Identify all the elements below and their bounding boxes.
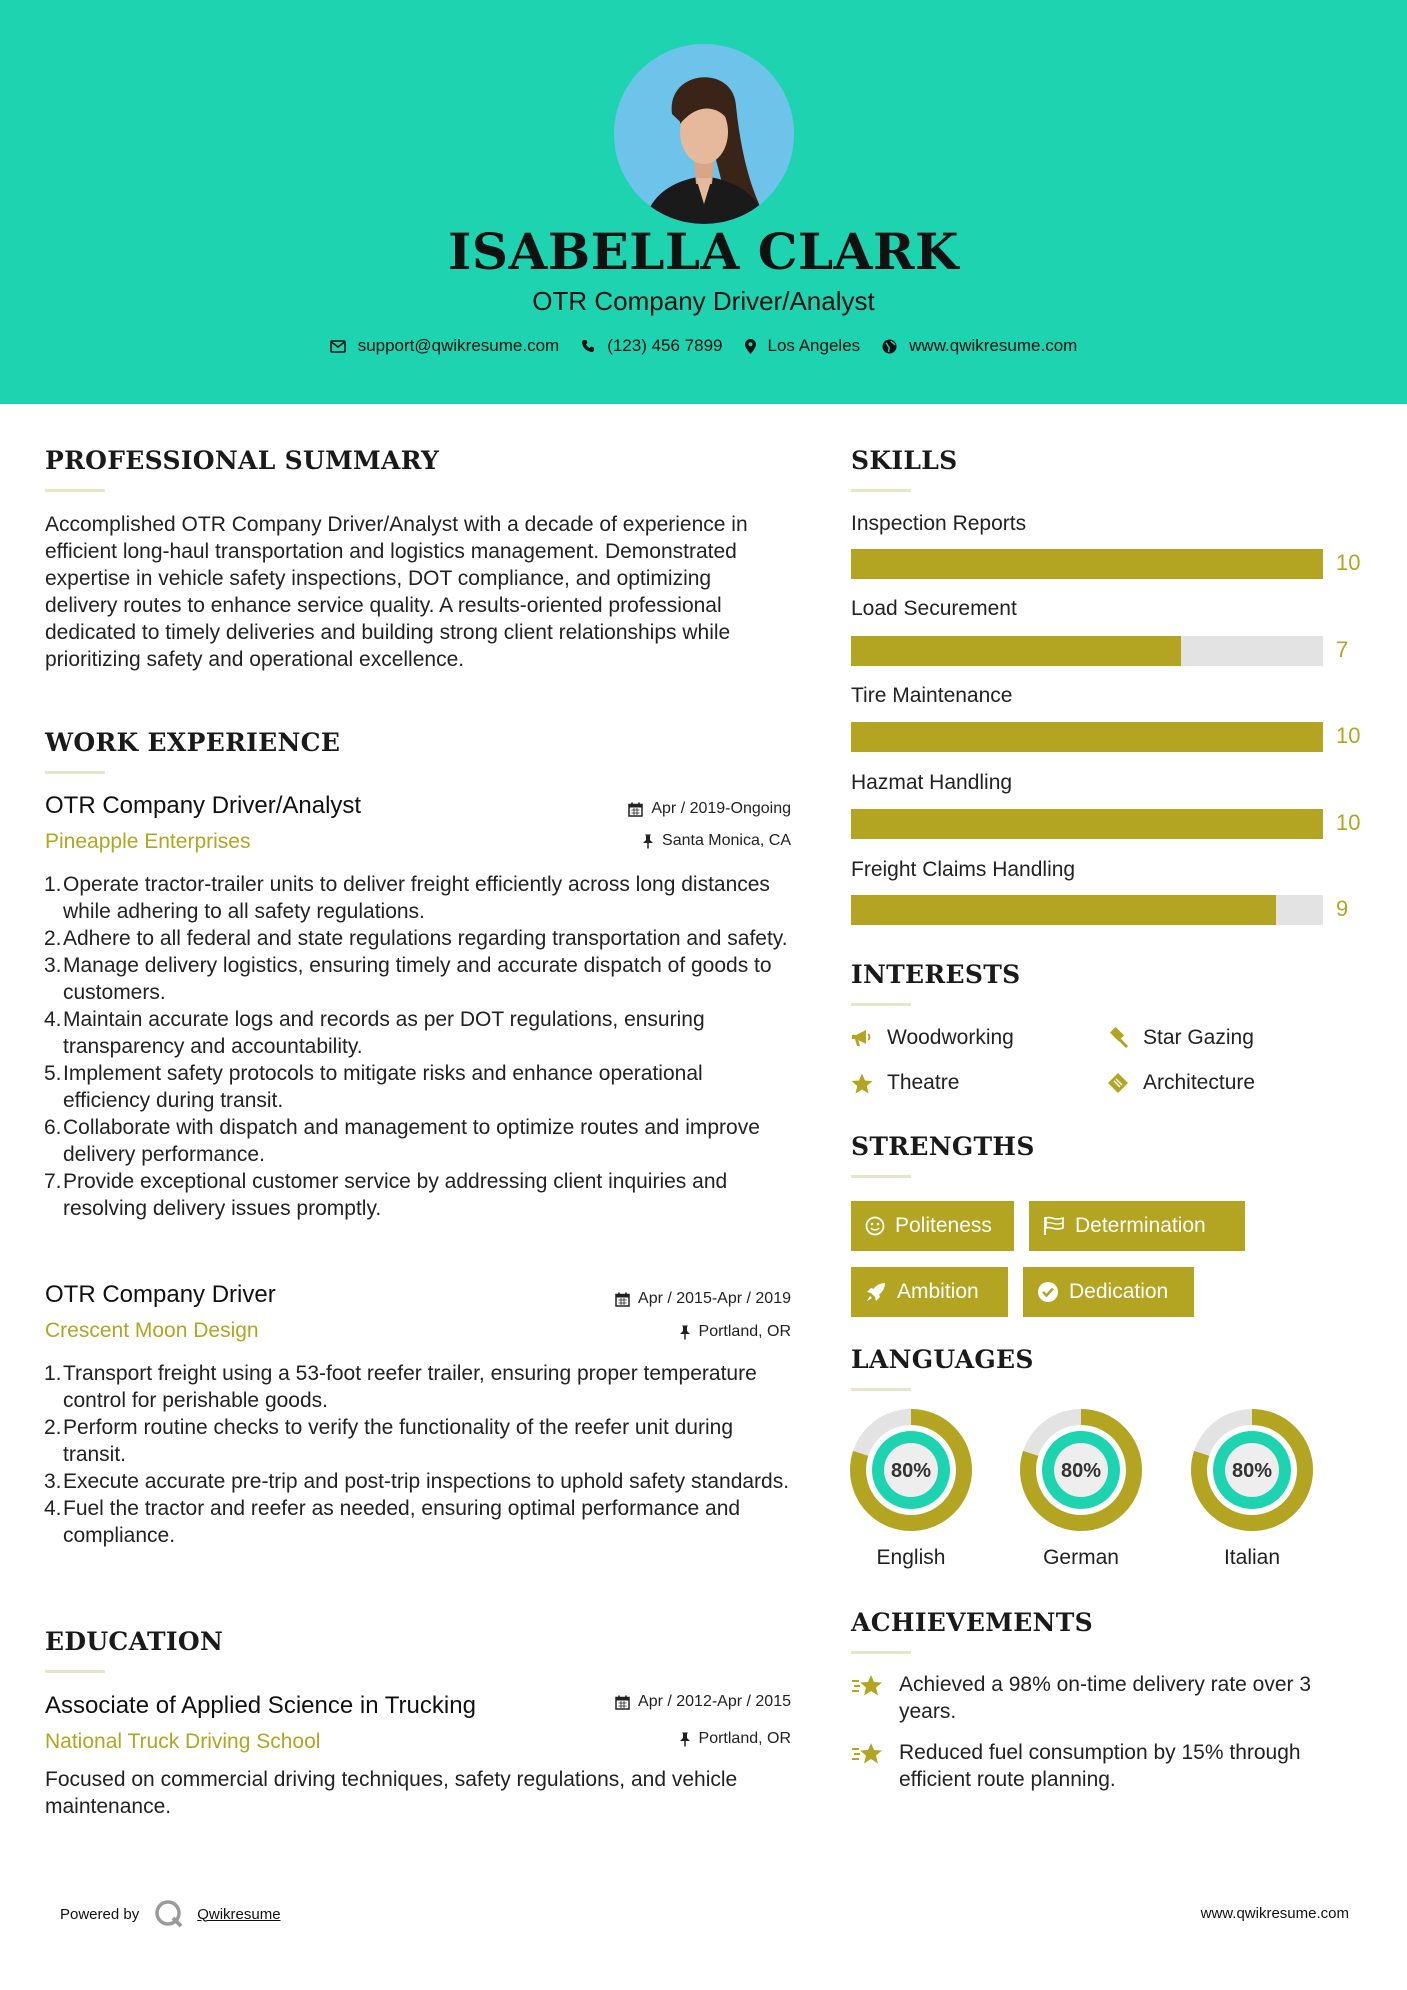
achievements-heading-underline bbox=[851, 1651, 911, 1654]
skills-heading: SKILLS bbox=[851, 446, 958, 475]
candidate-title: OTR Company Driver/Analyst bbox=[532, 286, 875, 316]
qwikresume-link[interactable]: Qwikresume bbox=[197, 1905, 281, 1923]
job-2-date bbox=[520, 1290, 791, 1308]
language-percent-label: 80% bbox=[1060, 1460, 1102, 1482]
achievements-heading: ACHIEVEMENTS bbox=[851, 1608, 1093, 1637]
shooting-star-icon bbox=[851, 1741, 885, 1767]
job-1-company: Pineapple Enterprises bbox=[45, 830, 251, 853]
education-date bbox=[520, 1693, 791, 1711]
profile-photo-illustration bbox=[614, 44, 794, 224]
education-school: National Truck Driving School bbox=[45, 1730, 321, 1753]
skill-bar-fill bbox=[851, 809, 1323, 839]
job-1-location bbox=[520, 832, 791, 850]
languages-heading-underline bbox=[851, 1388, 911, 1391]
interest-item: Architecture bbox=[1107, 1071, 1255, 1095]
contact-phone[interactable] bbox=[581, 336, 722, 356]
experience-heading-underline bbox=[45, 771, 105, 774]
skill-bar-track bbox=[851, 636, 1323, 666]
contact-bar bbox=[0, 336, 1407, 356]
job-2-location bbox=[520, 1323, 791, 1341]
strength-tag: Dedication bbox=[1023, 1267, 1194, 1317]
job-1-location-text: Santa Monica, CA bbox=[662, 832, 791, 849]
skill-name: Hazmat Handling bbox=[851, 771, 1013, 794]
job-1-date-text: Apr / 2019-Ongoing bbox=[651, 800, 791, 817]
strengths-heading-underline bbox=[851, 1175, 911, 1178]
language-item bbox=[850, 1409, 972, 1570]
globe-icon bbox=[882, 339, 897, 354]
language-item bbox=[1020, 1409, 1142, 1570]
strength-tag: Determination bbox=[1029, 1201, 1245, 1251]
website-text: www.qwikresume.com bbox=[909, 336, 1078, 355]
strength-tag: Politeness bbox=[851, 1201, 1014, 1251]
pushpin-icon bbox=[679, 1325, 691, 1340]
strength-tag: Ambition bbox=[851, 1267, 1008, 1317]
job-1-date bbox=[520, 800, 791, 818]
envelope-icon bbox=[330, 340, 346, 353]
experience-heading: WORK EXPERIENCE bbox=[45, 728, 341, 757]
interest-item: Theatre bbox=[851, 1071, 959, 1095]
language-name: German bbox=[1043, 1546, 1119, 1569]
smile-icon bbox=[865, 1216, 885, 1236]
calendar-icon bbox=[615, 1292, 630, 1307]
rocket-icon bbox=[865, 1281, 887, 1303]
job-2-company: Crescent Moon Design bbox=[45, 1319, 259, 1342]
language-ring bbox=[1191, 1409, 1313, 1531]
summary-text: Accomplished OTR Company Driver/Analyst with a decade of experience in efficient long-haul transportation and logistics management. Demonstrated expertise in vehicle safety inspections, DOT compliance, and optimizing delivery routes to enhance service quality. A results-oriented professional dedicated to timely deliveries and building strong client relationships while prioritizing safety and operational excellence. bbox=[45, 513, 748, 671]
powered-by-text: Powered by bbox=[60, 1905, 140, 1923]
education-degree: Associate of Applied Science in Trucking bbox=[45, 1692, 476, 1719]
location-text: Los Angeles bbox=[767, 336, 861, 355]
pushpin-icon bbox=[679, 1732, 691, 1747]
list-item: 7. Provide exceptional customer service by addressing client inquiries and resolving delivery issues promptly. bbox=[44, 1170, 728, 1220]
list-item: 6. Collaborate with dispatch and management to optimize routes and improve delivery performance. bbox=[44, 1116, 760, 1166]
shooting-star-icon bbox=[851, 1673, 885, 1699]
job-1-duties bbox=[45, 871, 790, 1222]
list-item: 4. Maintain accurate logs and records as per DOT regulations, ensuring transparency and accountability. bbox=[44, 1008, 705, 1058]
skill-name: Load Securement bbox=[851, 597, 1017, 620]
phone-text: (123) 456 7899 bbox=[607, 336, 723, 355]
language-name: Italian bbox=[1223, 1546, 1281, 1569]
summary-heading: PROFESSIONAL SUMMARY bbox=[45, 446, 440, 475]
skill-bar-track bbox=[851, 549, 1323, 579]
language-name: English bbox=[876, 1546, 946, 1569]
skill-value: 10 bbox=[1336, 723, 1361, 748]
job-2-title: OTR Company Driver bbox=[45, 1281, 276, 1308]
list-item: 2. Perform routine checks to verify the functionality of the reefer unit during transit. bbox=[44, 1416, 734, 1466]
interest-item: Star Gazing bbox=[1107, 1026, 1254, 1050]
bullhorn-icon bbox=[851, 1028, 873, 1048]
contact-location bbox=[745, 336, 861, 356]
skill-bar-fill bbox=[851, 549, 1323, 579]
skill-value: 9 bbox=[1336, 896, 1349, 921]
skill-name: Freight Claims Handling bbox=[851, 858, 1076, 881]
education-location bbox=[520, 1730, 791, 1748]
job-2-duties bbox=[45, 1360, 790, 1549]
gavel-icon bbox=[1107, 1027, 1129, 1049]
education-location-text: Portland, OR bbox=[698, 1730, 791, 1747]
achievement-item: Reduced fuel consumption by 15% through efficient route planning. bbox=[851, 1739, 1371, 1793]
list-item: 3. Manage delivery logistics, ensuring timely and accurate dispatch of goods to customers. bbox=[44, 954, 772, 1004]
language-percent-label: 80% bbox=[890, 1460, 932, 1482]
list-item: 5. Implement safety protocols to mitigate risks and enhance operational efficiency during transit. bbox=[44, 1062, 703, 1112]
skill-name: Inspection Reports bbox=[851, 512, 1027, 535]
skill-bar-fill bbox=[851, 722, 1323, 752]
qwikresume-logo-icon bbox=[153, 1898, 185, 1930]
skill-bar-track bbox=[851, 809, 1323, 839]
education-description: Focused on commercial driving techniques, safety regulations, and vehicle maintenance. bbox=[45, 1768, 738, 1818]
job-2-date-text: Apr / 2015-Apr / 2019 bbox=[638, 1290, 791, 1307]
language-percent-label: 80% bbox=[1231, 1460, 1273, 1482]
resume-header bbox=[0, 0, 1407, 404]
candidate-name: ISABELLA CLARK bbox=[448, 222, 959, 281]
skill-bar-track bbox=[851, 722, 1323, 752]
skill-name: Tire Maintenance bbox=[851, 684, 1013, 707]
flag-icon bbox=[1043, 1216, 1065, 1236]
list-item: 1. Transport freight using a 53-foot reefer trailer, ensuring proper temperature control for perishable goods. bbox=[44, 1362, 757, 1412]
job-1-title: OTR Company Driver/Analyst bbox=[45, 792, 362, 819]
summary-heading-underline bbox=[45, 489, 105, 492]
email-text: support@qwikresume.com bbox=[357, 336, 560, 355]
list-item: 4. Fuel the tractor and reefer as needed, ensuring optimal performance and compliance. bbox=[44, 1497, 741, 1547]
strengths-heading: STRENGTHS bbox=[851, 1132, 1035, 1161]
language-ring bbox=[1020, 1409, 1142, 1531]
footer-powered-by bbox=[60, 1898, 281, 1930]
map-pin-icon bbox=[745, 339, 756, 354]
calendar-icon bbox=[628, 802, 643, 817]
education-heading: EDUCATION bbox=[45, 1627, 224, 1656]
skill-value: 10 bbox=[1336, 810, 1361, 835]
list-item: 3. Execute accurate pre-trip and post-trip inspections to uphold safety standards. bbox=[44, 1470, 790, 1493]
contact-email[interactable] bbox=[330, 336, 560, 356]
list-item: 2. Adhere to all federal and state regulations regarding transportation and safety. bbox=[44, 927, 788, 950]
pushpin-icon bbox=[642, 834, 654, 849]
education-date-text: Apr / 2012-Apr / 2015 bbox=[638, 1693, 791, 1710]
interests-heading-underline bbox=[851, 1003, 911, 1006]
profile-photo bbox=[614, 44, 794, 224]
skill-bar-fill bbox=[851, 895, 1276, 925]
calendar-icon bbox=[615, 1695, 630, 1710]
skill-value: 10 bbox=[1336, 550, 1361, 575]
achievement-item: Achieved a 98% on-time delivery rate over 3 years. bbox=[851, 1671, 1371, 1725]
job-2-location-text: Portland, OR bbox=[698, 1323, 791, 1340]
contact-website[interactable] bbox=[882, 336, 1077, 356]
list-item: 1. Operate tractor-trailer units to deliver freight efficiently across long distances while adhering to all safety regulations. bbox=[44, 873, 770, 923]
interest-item: Woodworking bbox=[851, 1026, 1014, 1050]
languages-heading: LANGUAGES bbox=[851, 1345, 1034, 1374]
skill-bar-fill bbox=[851, 636, 1181, 666]
ticket-icon bbox=[1107, 1072, 1129, 1094]
skills-heading-underline bbox=[851, 489, 911, 492]
education-heading-underline bbox=[45, 1670, 105, 1673]
footer-website[interactable]: www.qwikresume.com bbox=[1200, 1905, 1349, 1922]
language-item bbox=[1191, 1409, 1313, 1570]
language-ring bbox=[850, 1409, 972, 1531]
phone-icon bbox=[581, 339, 595, 353]
star-icon bbox=[851, 1073, 873, 1094]
skill-bar-track bbox=[851, 895, 1323, 925]
skill-value: 7 bbox=[1336, 637, 1349, 662]
check-circle-icon bbox=[1037, 1281, 1059, 1303]
interests-heading: INTERESTS bbox=[851, 960, 1021, 989]
